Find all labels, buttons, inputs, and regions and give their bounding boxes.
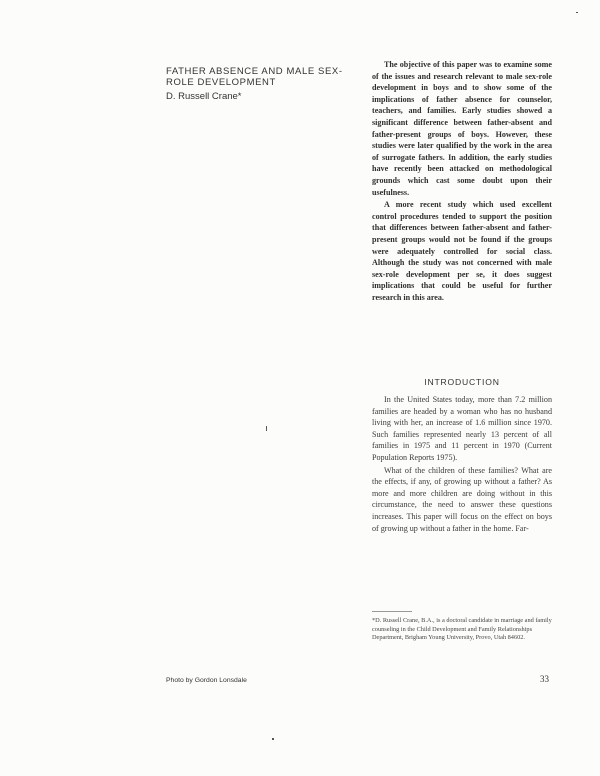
page-number: 33 <box>540 674 549 684</box>
abstract <box>372 59 552 303</box>
abstract-paragraph: The objective of this paper was to examine some of the issues and research relevant to male sex-role development in boys and to show some of the implications of father absence for counselor, teachers, and families. Early studies showed a significant difference between father-absent and father-present groups of boys. However, these studies were later qualified by the work in the area of surrogate fathers. In addition, the early studies have recently been attacked on methodological grounds which cast some doubt upon their usefulness. <box>372 60 552 197</box>
scan-speck <box>266 426 267 431</box>
article-author: D. Russell Crane* <box>166 91 242 102</box>
scan-speck <box>576 12 578 13</box>
footnote: *D. Russell Crane, B.A., is a doctoral candidate in marriage and family counseling in the Child Development and Family Relationships Department, Brigham Young University, Provo, Utah 84602. <box>372 617 552 642</box>
section-heading-introduction: INTRODUCTION <box>424 377 500 387</box>
photo-credit: Photo by Gordon Lonsdale <box>166 677 247 684</box>
abstract-paragraph: A more recent study which used excellent control procedures tended to support the position that differences between father-absent and father-present groups would not be found if the groups were adequately controlled for social class. Although the study was not concerned with male sex-role development per se, it does suggest implications that could be useful for further research in this area. <box>372 200 552 302</box>
body-paragraph: What of the children of these families? What are the effects, if any, of growing up without a father? As more and more children are doing without in this circumstance, the need to answer these questions increases. This paper will focus on the effect on boys of growing up without a father in the home. Far- <box>372 465 552 533</box>
introduction-body <box>372 394 552 534</box>
footnote-rule <box>372 611 412 612</box>
article-title: FATHER ABSENCE AND MALE SEX-ROLE DEVELOPMENT <box>166 66 343 88</box>
scan-speck <box>272 738 274 740</box>
body-paragraph: In the United States today, more than 7.2 million families are headed by a woman who has no husband living with her, an increase of 1.6 million since 1970. Such families represented nearly 13 percent of all families in 1975 and 11 percent in 1970 (Current Population Reports 1975). <box>372 395 552 462</box>
